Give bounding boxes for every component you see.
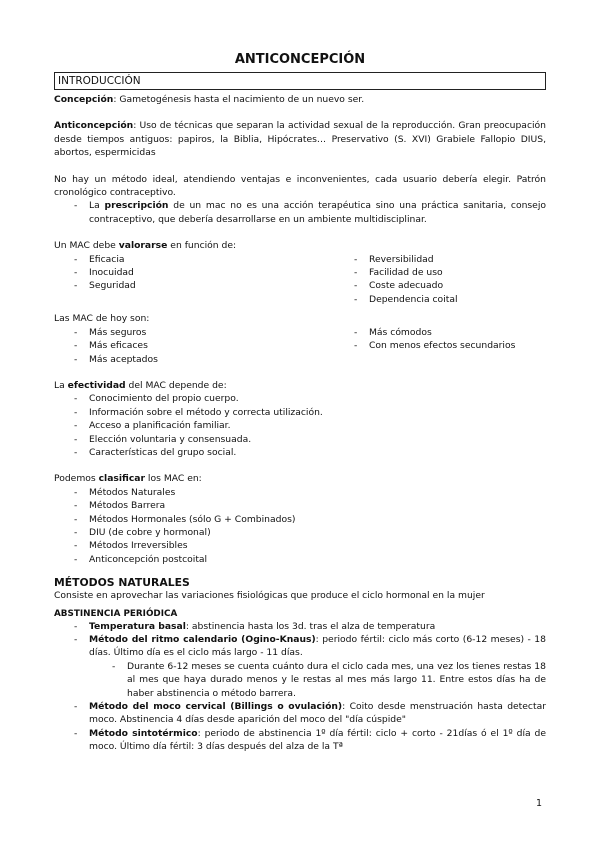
abstinencia-list <box>54 620 546 633</box>
list-item: - Temperatura basal: abstinencia hasta los 3d. tras el alza de temperatura <box>54 620 546 633</box>
list-item: - Durante 6-12 meses se cuenta cuánto dura el ciclo cada mes, una vez los tienes restas 18 al mes que haya durado menos y le restas al mes más largo 11. Entre estos días ha de haber abstinencia o método barrera. <box>54 660 546 700</box>
abstinencia-heading: ABSTINENCIA PERIÓDICA <box>54 608 178 619</box>
list-item: - Método del ritmo calendario (Ogino-Knaus): periodo fértil: ciclo más corto (6-12 meses) - 18 días. Último día es el ciclo más largo - 11 días. <box>54 633 546 660</box>
list-item: - Más cómodos <box>334 326 546 339</box>
prescripcion-list <box>54 199 546 226</box>
list-item: - Elección voluntaria y consensuada. <box>54 433 546 446</box>
intro-section-header: INTRODUCCIÓN <box>54 72 546 90</box>
clasificar-intro: Podemos clasificar los MAC en: <box>54 473 202 485</box>
concepcion-term: Concepción <box>54 94 114 105</box>
document-page <box>54 52 546 754</box>
ritmo-list <box>54 633 546 700</box>
list-item: - Método sintotérmico: periodo de abstinencia 1º día fértil: ciclo + corto - 21días ó el 1º día de moco. Último día fértil: 3 días después del alza de la Tª <box>54 727 546 754</box>
hoy-list-left <box>54 326 334 366</box>
anticoncepcion-text: : Uso de técnicas que separan la actividad sexual de la reproducción. Gran preocupación desde tiempos antiguos: papiros, la Biblia, Hipócrates… Preservativo (S. XVI) Grabiele Fallopio DIUS, abortos, espermicidas <box>54 120 546 159</box>
list-item: - Con menos efectos secundarios <box>334 339 546 352</box>
list-item: - Facilidad de uso <box>334 266 546 279</box>
list-item: - Métodos Naturales <box>54 486 546 499</box>
naturales-description: Consiste en aprovechar las variaciones fisiológicas que produce el ciclo hormonal en la mujer <box>54 590 485 602</box>
list-item: - DIU (de cobre y hormonal) <box>54 526 546 539</box>
hoy-intro: Las MAC de hoy son: <box>54 313 150 325</box>
list-item: - Más aceptados <box>54 353 334 366</box>
anticoncepcion-definition <box>54 119 546 159</box>
list-item: - Información sobre el método y correcta utilización. <box>54 406 546 419</box>
list-item: - Acceso a planificación familiar. <box>54 419 546 432</box>
list-item: - Métodos Irreversibles <box>54 539 546 552</box>
list-item: - Método del moco cervical (Billings o ovulación): Coito desde menstruación hasta detectar moco. Abstinencia 4 días desde aparición del moco del "día cúspide" <box>54 700 546 727</box>
moco-list <box>54 700 546 727</box>
list-item: - La prescripción de un mac no es una acción terapéutica sino una práctica sanitaria, consejo contraceptivo, que debería desarrollarse en un ambiente multidisciplinar. <box>54 199 546 226</box>
list-item: - Reversibilidad <box>334 253 546 266</box>
valorarse-intro: Un MAC debe valorarse en función de: <box>54 240 237 252</box>
list-item: - Coste adecuado <box>334 279 546 292</box>
page-number: 1 <box>535 798 542 809</box>
hoy-list-right <box>334 326 546 366</box>
valorarse-list-right <box>334 253 546 307</box>
list-item: - Inocuidad <box>54 266 334 279</box>
clasificar-list <box>54 486 546 566</box>
list-item: - Anticoncepción postcoital <box>54 553 546 566</box>
anticoncepcion-term: Anticoncepción <box>54 120 134 132</box>
list-item: - Seguridad <box>54 279 334 292</box>
list-item: - Características del grupo social. <box>54 446 546 459</box>
valorarse-columns <box>54 253 546 307</box>
list-item: - Conocimiento del propio cuerpo. <box>54 392 546 405</box>
list-item: - Más eficaces <box>54 339 334 352</box>
concepcion-definition <box>54 93 546 106</box>
list-item: - Métodos Hormonales (sólo G + Combinados) <box>54 513 546 526</box>
list-item: - Eficacia <box>54 253 334 266</box>
sintotermico-list <box>54 727 546 754</box>
list-item: - Dependencia coital <box>334 293 546 306</box>
document-title: ANTICONCEPCIÓN <box>234 52 366 67</box>
list-item: - Métodos Barrera <box>54 499 546 512</box>
efectividad-intro: La efectividad del MAC depende de: <box>54 379 227 391</box>
naturales-heading: MÉTODOS NATURALES <box>54 576 190 590</box>
hoy-columns <box>54 326 546 366</box>
list-item: - Más seguros <box>54 326 334 339</box>
concepcion-text: : Gametogénesis hasta el nacimiento de un nuevo ser. <box>113 94 365 105</box>
valorarse-list-left <box>54 253 334 307</box>
no-ideal-paragraph: No hay un método ideal, atendiendo ventajas e inconvenientes, cada usuario debería elegir. Patrón cronológico contraceptivo. <box>54 173 546 199</box>
efectividad-list <box>54 392 546 459</box>
